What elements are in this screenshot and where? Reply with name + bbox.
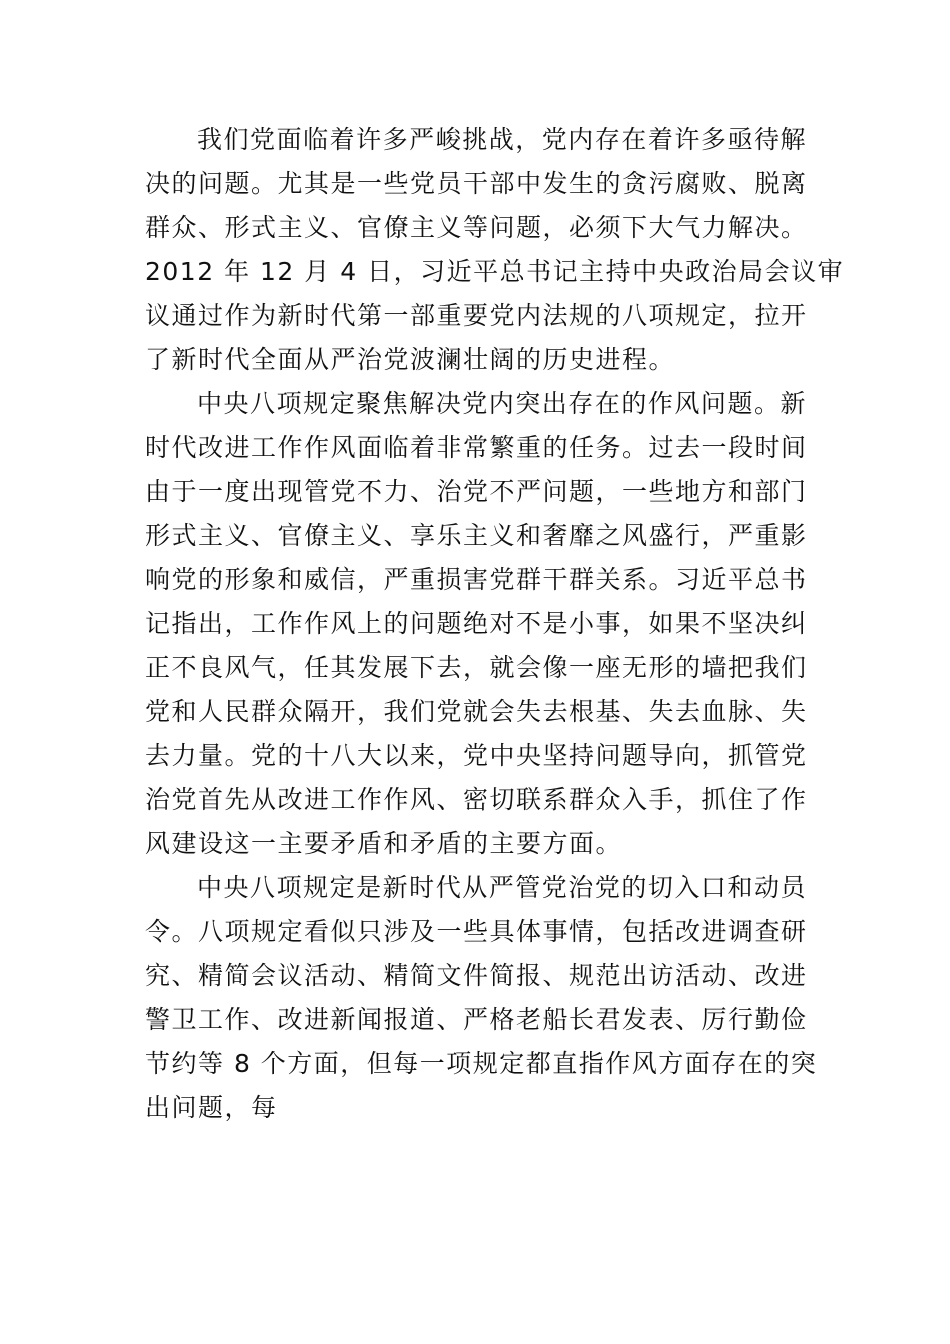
text-line: 我们党面临着许多严峻挑战，党内存在着许多亟待解 (197, 125, 807, 154)
text-line: 究、精简会议活动、精简文件简报、规范出访活动、改进 (145, 961, 808, 990)
text-line: 群众、形式主义、官僚主义等问题，必须下大气力解决。 (145, 213, 808, 242)
text-line: 记指出，工作作风上的问题绝对不是小事，如果不坚决纠 (145, 609, 808, 638)
text-line: 正不良风气，任其发展下去，就会像一座无形的墙把我们 (145, 653, 808, 682)
text-line: 由于一度出现管党不力、治党不严问题，一些地方和部门 (145, 477, 808, 506)
paragraph-2 (145, 382, 807, 866)
text-line: 治党首先从改进工作作风、密切联系群众入手，抓住了作 (145, 785, 808, 814)
text-line: 决的问题。尤其是一些党员干部中发生的贪污腐败、脱离 (145, 169, 808, 198)
text-line: 党和人民群众隔开，我们党就会失去根基、失去血脉、失 (145, 697, 808, 726)
paragraph-1 (145, 118, 845, 382)
text-line: 时代改进工作作风面临着非常繁重的任务。过去一段时间 (145, 433, 808, 462)
text-line: 了新时代全面从严治党波澜壮阔的历史进程。 (145, 345, 676, 374)
paragraph-3 (145, 866, 818, 1130)
text-line: 警卫工作、改进新闻报道、严格老船长君发表、厉行勤俭 (145, 1005, 808, 1034)
text-line: 出问题，每 (145, 1093, 278, 1122)
text-line: 形式主义、官僚主义、享乐主义和奢靡之风盛行，严重影 (145, 521, 808, 550)
text-line: 议通过作为新时代第一部重要党内法规的八项规定，拉开 (145, 301, 808, 330)
text-line: 节约等 8 个方面，但每一项规定都直指作风方面存在的突 (145, 1049, 818, 1078)
text-line: 中央八项规定是新时代从严管党治党的切入口和动员 (197, 873, 807, 902)
text-line: 2012 年 12 月 4 日，习近平总书记主持中央政治局会议审 (145, 257, 845, 286)
text-line: 响党的形象和威信，严重损害党群干群关系。习近平总书 (145, 565, 808, 594)
text-line: 去力量。党的十八大以来，党中央坚持问题导向，抓管党 (145, 741, 808, 770)
text-line: 令。八项规定看似只涉及一些具体事情，包括改进调查研 (145, 917, 808, 946)
document-page (145, 118, 845, 1130)
text-line: 中央八项规定聚焦解决党内突出存在的作风问题。新 (197, 389, 807, 418)
text-line: 风建设这一主要矛盾和矛盾的主要方面。 (145, 829, 623, 858)
